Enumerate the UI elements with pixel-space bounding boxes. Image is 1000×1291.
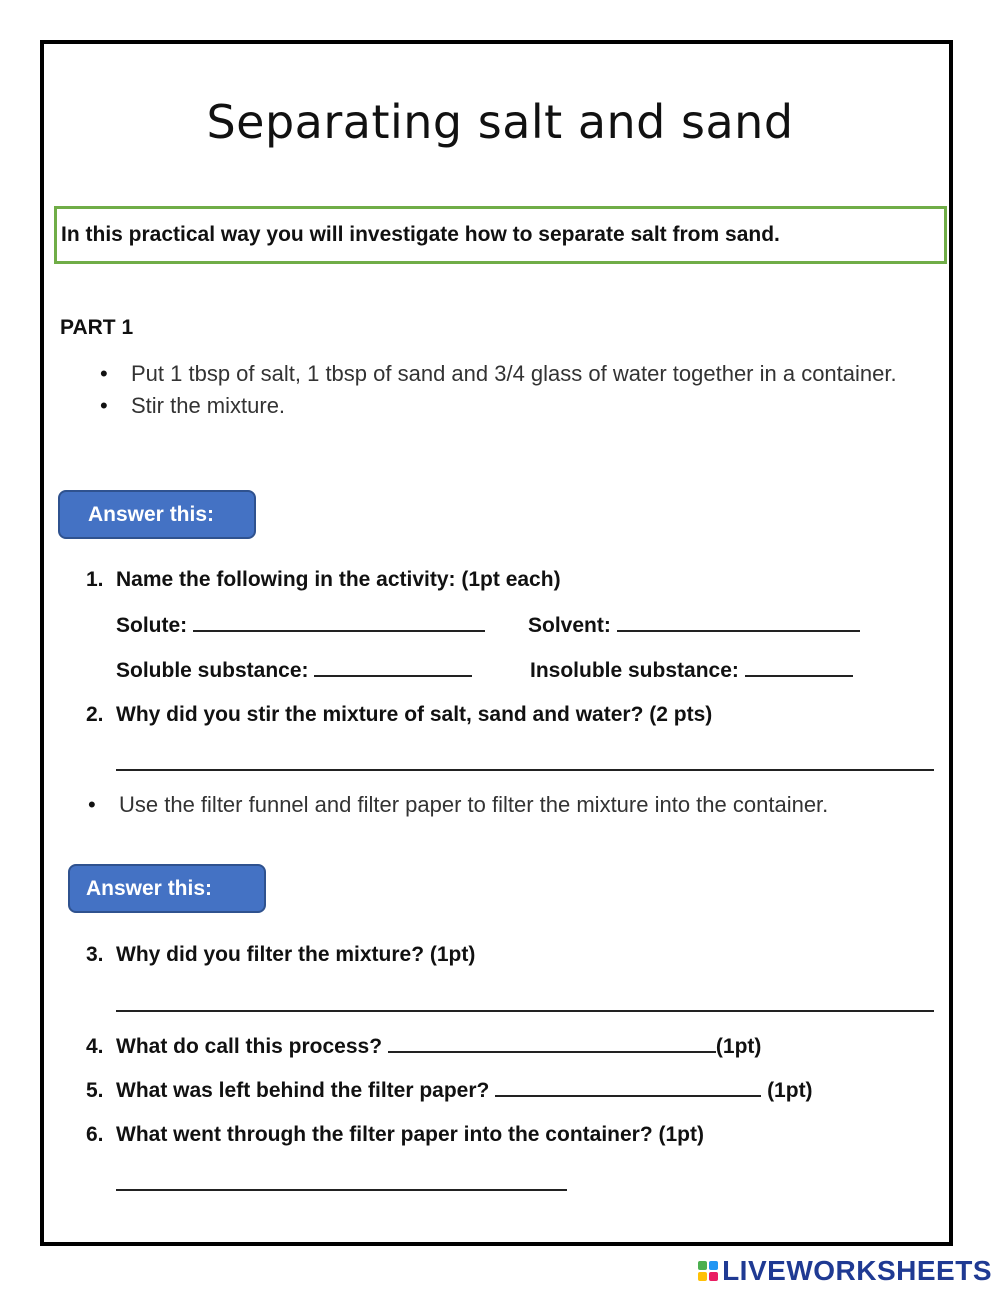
- intro-text: In this practical way you will investigate how to separate salt from sand.: [61, 223, 780, 246]
- instruction-item: • Use the filter funnel and filter paper to filter the mixture into the container.: [88, 790, 878, 820]
- answer-this-label: Answer this:: [88, 502, 215, 526]
- q2-answer-line[interactable]: [116, 769, 934, 771]
- question-4: [86, 1033, 761, 1059]
- points-label: (1pt): [715, 1035, 762, 1058]
- solvent-label: Solvent:: [528, 614, 611, 637]
- insoluble-label: Insoluble substance:: [530, 659, 739, 682]
- question-text: What was left behind the filter paper?: [116, 1079, 490, 1102]
- logo-icon: [698, 1261, 718, 1281]
- question-text: What do call this process?: [116, 1035, 383, 1058]
- question-number: 1.: [86, 568, 104, 591]
- solvent-answer-field[interactable]: [617, 612, 860, 632]
- question-text: Name the following in the activity: (1pt each): [116, 568, 561, 591]
- instructions-list-1: [100, 358, 940, 422]
- q5-answer-field[interactable]: [495, 1077, 761, 1097]
- answer-this-label: Answer this:: [86, 876, 213, 900]
- question-number: 5.: [86, 1079, 104, 1102]
- question-5: [86, 1077, 813, 1103]
- answer-this-button[interactable]: [58, 490, 256, 539]
- instruction-item: • Put 1 tbsp of salt, 1 tbsp of sand and 3/4 glass of water together in a container.: [100, 358, 940, 390]
- logo-text: LIVEWORKSHEETS: [722, 1255, 992, 1286]
- solvent-row: [528, 612, 860, 638]
- question-number: 2.: [86, 703, 104, 726]
- part-heading: PART 1: [60, 316, 134, 339]
- question-6: [86, 1123, 704, 1147]
- points-label: (1pt): [767, 1079, 813, 1102]
- intro-box: [54, 206, 947, 264]
- question-text: Why did you filter the mixture? (1pt): [116, 943, 476, 966]
- insoluble-answer-field[interactable]: [745, 657, 853, 677]
- q6-answer-line[interactable]: [116, 1189, 567, 1191]
- q4-answer-field[interactable]: [388, 1033, 716, 1053]
- instruction-item: • Stir the mixture.: [100, 390, 940, 422]
- soluble-label: Soluble substance:: [116, 659, 309, 682]
- question-number: 3.: [86, 943, 104, 966]
- question-text: Why did you stir the mixture of salt, sand and water? (2 pts): [116, 703, 713, 726]
- question-text: What went through the filter paper into the container? (1pt): [116, 1123, 704, 1146]
- worksheet-title: Separating salt and sand: [206, 95, 794, 149]
- soluble-row: [116, 657, 472, 683]
- insoluble-row: [530, 657, 853, 683]
- liveworksheets-logo: [698, 1255, 992, 1287]
- question-1: [86, 568, 561, 592]
- question-2: [86, 703, 712, 727]
- question-number: 6.: [86, 1123, 104, 1146]
- answer-this-button[interactable]: [68, 864, 266, 913]
- question-3: [86, 943, 475, 967]
- q3-answer-line[interactable]: [116, 1010, 934, 1012]
- solute-label: Solute:: [116, 614, 188, 637]
- solute-answer-field[interactable]: [193, 612, 485, 632]
- soluble-answer-field[interactable]: [314, 657, 472, 677]
- solute-row: [116, 612, 485, 638]
- question-number: 4.: [86, 1035, 104, 1058]
- instructions-list-2: [88, 790, 878, 820]
